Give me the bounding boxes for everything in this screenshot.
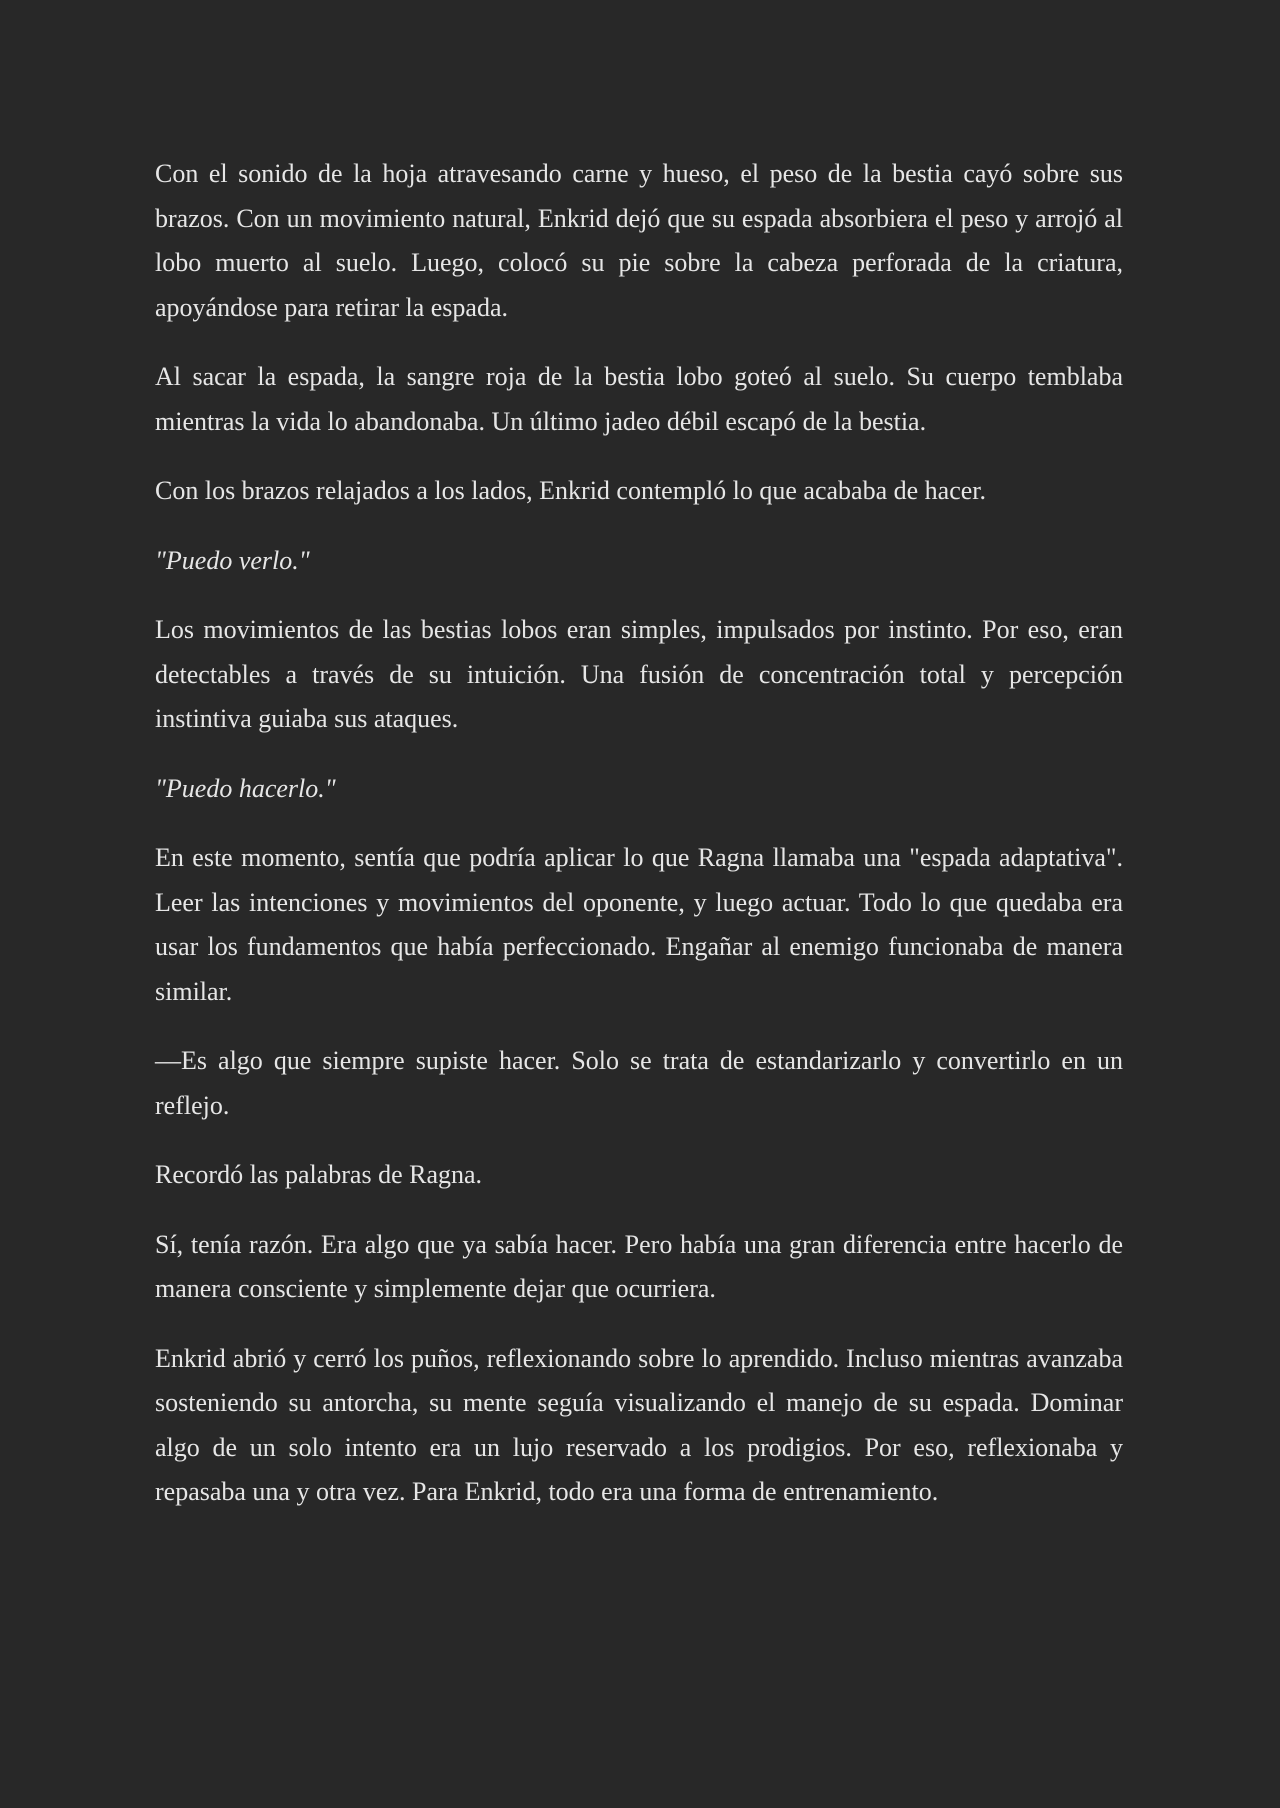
thought-line-1: "Puedo verlo." bbox=[155, 545, 310, 575]
paragraph-5: Los movimientos de las bestias lobos eran simples, impulsados por instinto. Por eso, eran detectables a través de su intuición. Una fusión de concentración total y percepción instintiva guiaba sus ataques. bbox=[155, 615, 1123, 733]
reader-page bbox=[155, 152, 1123, 1540]
paragraph-11: Enkrid abrió y cerró los puños, reflexionando sobre lo aprendido. Incluso mientras avanzaba sosteniendo su antorcha, su mente seguía visualizando el manejo de su espada. Dominar algo de un solo intento era un lujo reservado a los prodigios. Por eso, reflexionaba y repasaba una y otra vez. Para Enkrid, todo era una forma de entrenamiento. bbox=[155, 1343, 1123, 1506]
paragraph-9: Recordó las palabras de Ragna. bbox=[155, 1160, 483, 1189]
paragraph-7: En este momento, sentía que podría aplicar lo que Ragna llamaba una "espada adaptativa". Leer las intenciones y movimientos del oponente, y luego actuar. Todo lo que quedaba era usar los fundamentos que había perfeccionado. Engañar al enemigo funcionaba de manera similar. bbox=[155, 843, 1123, 1006]
dialogue-line: —Es algo que siempre supiste hacer. Solo se trata de estandarizarlo y convertirlo en un reflejo. bbox=[155, 1046, 1123, 1120]
paragraph-1: Con el sonido de la hoja atravesando carne y hueso, el peso de la bestia cayó sobre sus brazos. Con un movimiento natural, Enkrid dejó que su espada absorbiera el peso y arrojó al lobo muerto al suelo. Luego, colocó su pie sobre la cabeza perforada de la criatura, apoyándose para retirar la espada. bbox=[155, 159, 1123, 322]
paragraph-3: Con los brazos relajados a los lados, Enkrid contempló lo que acababa de hacer. bbox=[155, 476, 987, 505]
thought-line-2: "Puedo hacerlo." bbox=[155, 773, 336, 803]
paragraph-2: Al sacar la espada, la sangre roja de la bestia lobo goteó al suelo. Su cuerpo temblaba mientras la vida lo abandonaba. Un último jadeo débil escapó de la bestia. bbox=[155, 362, 1123, 436]
paragraph-10: Sí, tenía razón. Era algo que ya sabía hacer. Pero había una gran diferencia entre hacerlo de manera consciente y simplemente dejar que ocurriera. bbox=[155, 1229, 1123, 1303]
